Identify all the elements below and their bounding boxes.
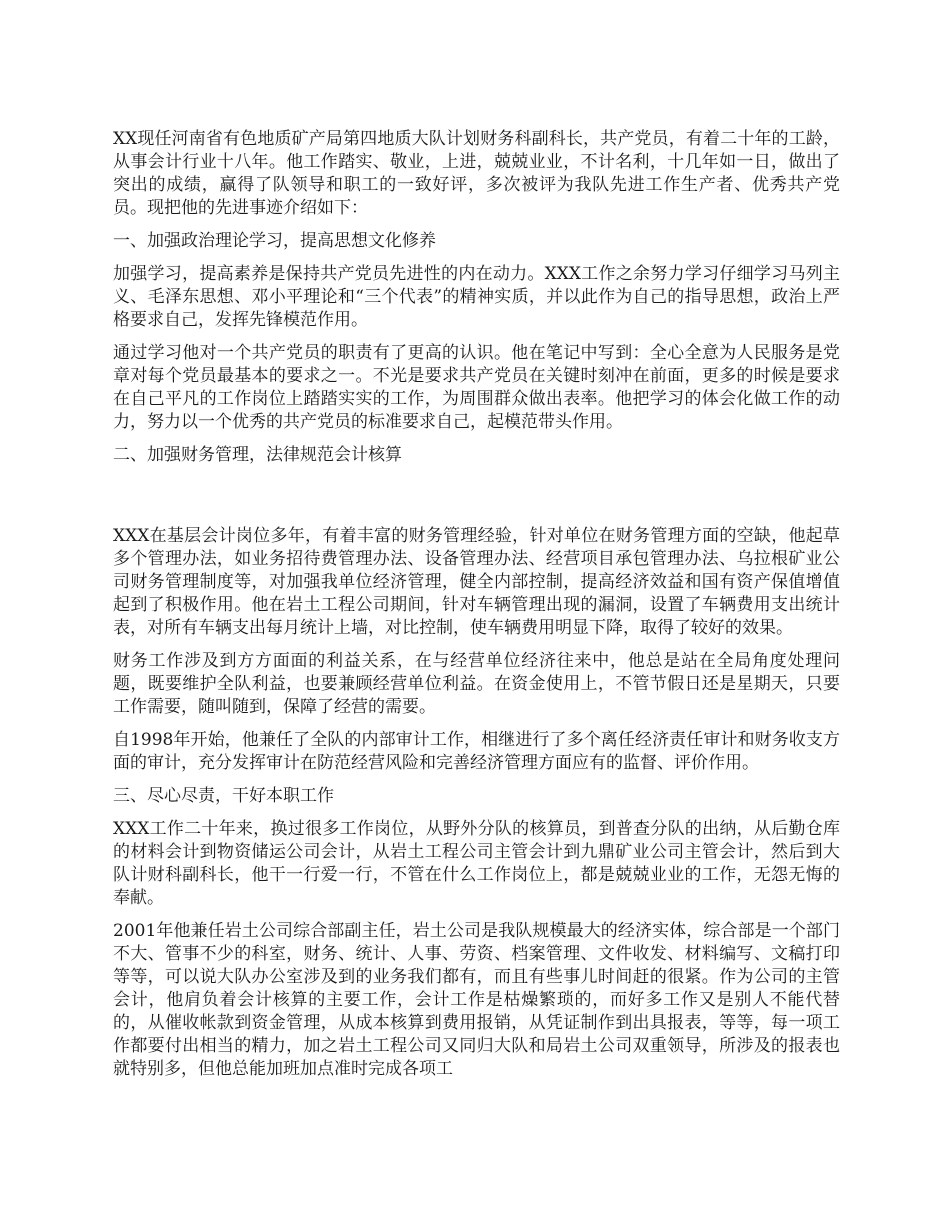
blank-spacer — [113, 477, 840, 525]
body-paragraph: 财务工作涉及到方方面面的利益关系，在与经营单位经济往来中，他总是站在全局角度处理问题，既要维护全队利益，也要兼顾经营单位利益。在资金使用上，不管节假日还是星期天，只要工作需要，随叫随到，保障了经营的需要。 — [113, 651, 840, 717]
body-paragraph: 加强学习，提高素养是保持共产党员先进性的内在动力。XXX工作之余努力学习仔细学习马列主义、毛泽东思想、邓小平理论和“三个代表”的精神实质，并以此作为自己的指导思想，政治上严格要求自己，发挥先锋模范作用。 — [113, 264, 840, 330]
body-paragraph: 自1998年开始，他兼任了全队的内部审计工作，相继进行了多个离任经济责任审计和财务收支方面的审计，充分发挥审计在防范经营风险和完善经济管理方面应有的监督、评价作用。 — [113, 730, 840, 773]
body-paragraph: XXX在基层会计岗位多年，有着丰富的财务管理经验，针对单位在财务管理方面的空缺，他起草多个管理办法，如业务招待费管理办法、设备管理办法、经营项目承包管理办法、乌拉根矿业公司财务管理制度等，对加强我单位经济管理，健全内部控制，提高经济效益和国有资产保值增值起到了积极作用。他在岩土工程公司期间，针对车辆管理出现的漏洞，设置了车辆费用支出统计表，对所有车辆支出每月统计上墙，对比控制，使车辆费用明显下降，取得了较好的效果。 — [113, 526, 840, 638]
body-paragraph: 通过学习他对一个共产党员的职责有了更高的认识。他在笔记中写到：全心全意为人民服务是党章对每个党员最基本的要求之一。不光是要求共产党员在关键时刻冲在前面，更多的时候是要求在自己平凡的工作岗位上踏踏实实的工作，为周围群众做出表率。他把学习的体会化做工作的动力，努力以一个优秀的共产党员的标准要求自己，起模范带头作用。 — [113, 343, 840, 432]
body-paragraph: 2001年他兼任岩土公司综合部副主任，岩土公司是我队规模最大的经济实体，综合部是一个部门不大、管事不少的科室，财务、统计、人事、劳资、档案管理、文件收发、材料编写、文稿打印等等，可以说大队办公室涉及到的业务我们都有，而且有些事儿时间赶的很紧。作为公司的主管会计，他肩负着会计核算的主要工作，会计工作是枯燥繁琐的，而好多工作又是别人不能代替的，从催收帐款到资金管理，从成本核算到费用报销，从凭证制作到出具报表，等等，每一项工作都要付出相当的精力，加之岩土工程公司又同归大队和局岩土公司双重领导，所涉及的报表也就特别多，但他总能加班加点准时完成各项工 — [113, 921, 840, 1079]
section-heading-1: 一、加强政治理论学习，提高思想文化修养 — [113, 231, 436, 251]
section-heading-2: 二、加强财务管理，法律规范会计核算 — [113, 445, 402, 465]
document-body — [113, 128, 840, 1091]
section-heading-3: 三、尽心尽责，干好本职工作 — [113, 786, 334, 806]
body-paragraph: XXX工作二十年来，换过很多工作岗位，从野外分队的核算员，到普查分队的出纳，从后勤仓库的材料会计到物资储运公司会计，从岩土工程公司主管会计到九鼎矿业公司主管会计，然后到大队计财科副科长，他干一行爱一行，不管在什么工作岗位上，都是兢兢业业的工作，无怨无悔的奉献。 — [113, 819, 840, 908]
intro-paragraph: XX现任河南省有色地质矿产局第四地质大队计划财务科副科长，共产党员，有着二十年的工龄，从事会计行业十八年。他工作踏实、敬业，上进，兢兢业业，不计名利，十几年如一日，做出了突出的成绩，赢得了队领导和职工的一致好评，多次被评为我队先进工作生产者、优秀共产党员。现把他的先进事迹介绍如下： — [113, 129, 840, 218]
